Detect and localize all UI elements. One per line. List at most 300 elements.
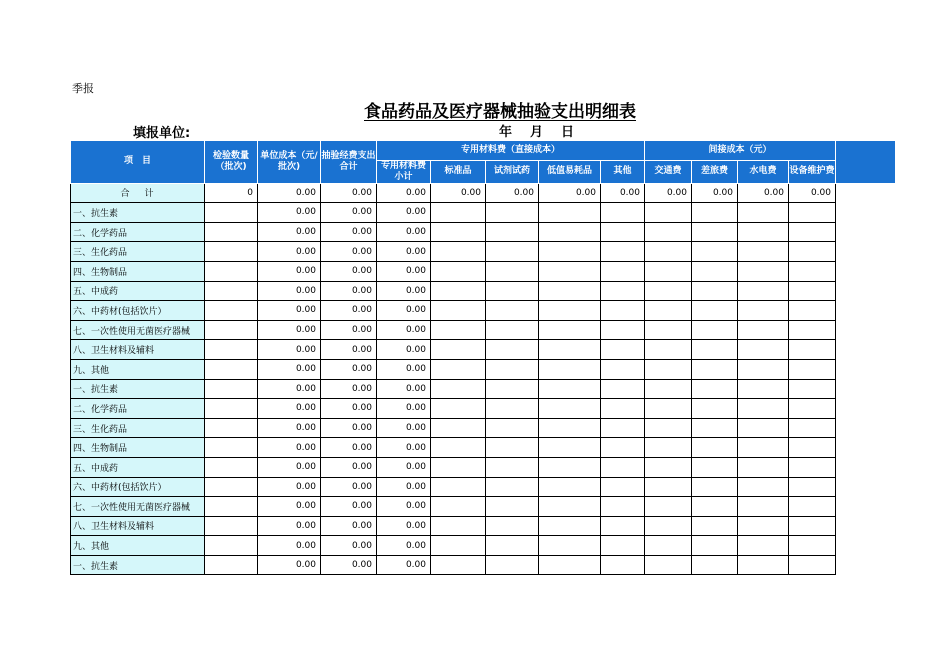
row-reagent-cell[interactable]	[486, 418, 539, 438]
row-transport-cell[interactable]	[645, 457, 692, 477]
table-row	[71, 281, 896, 301]
row-travel-cell[interactable]	[692, 536, 738, 556]
total-unit-cost[interactable]: 0.00	[258, 183, 321, 203]
row-reagent-cell[interactable]	[486, 457, 539, 477]
row-maintenance-cell[interactable]	[789, 399, 836, 419]
row-sampling-total[interactable]: 0.00	[321, 320, 377, 340]
row-qty-cell[interactable]	[205, 261, 258, 281]
row-transport-cell[interactable]	[645, 536, 692, 556]
row-transport-cell[interactable]	[645, 222, 692, 242]
row-unit-cost[interactable]: 0.00	[258, 320, 321, 340]
row-standard-cell[interactable]	[431, 203, 486, 223]
row-category-label[interactable]: 四、生物制品	[71, 261, 205, 281]
row-unit-cost[interactable]: 0.00	[258, 359, 321, 379]
row-maintenance-cell[interactable]	[789, 536, 836, 556]
row-consumables-cell[interactable]	[539, 261, 601, 281]
row-standard-cell[interactable]	[431, 536, 486, 556]
row-qty-cell[interactable]	[205, 399, 258, 419]
total-material-subtotal[interactable]: 0.00	[377, 183, 431, 203]
row-category-label[interactable]: 一、抗生素	[71, 555, 205, 575]
row-reagent-cell[interactable]	[486, 497, 539, 517]
row-other-cell[interactable]	[601, 242, 645, 262]
row-qty-cell[interactable]	[205, 222, 258, 242]
row-category-label[interactable]: 二、化学药品	[71, 222, 205, 242]
row-consumables-cell[interactable]	[539, 399, 601, 419]
row-reagent-cell[interactable]	[486, 536, 539, 556]
row-consumables-cell[interactable]	[539, 438, 601, 458]
row-maintenance-cell[interactable]	[789, 497, 836, 517]
total-maintenance[interactable]: 0.00	[789, 183, 836, 203]
row-standard-cell[interactable]	[431, 379, 486, 399]
row-unit-cost[interactable]: 0.00	[258, 379, 321, 399]
row-category-label[interactable]: 五、中成药	[71, 281, 205, 301]
row-sampling-total[interactable]: 0.00	[321, 359, 377, 379]
row-reagent-cell[interactable]	[486, 477, 539, 497]
row-material-subtotal[interactable]: 0.00	[377, 261, 431, 281]
row-transport-cell[interactable]	[645, 555, 692, 575]
row-travel-cell[interactable]	[692, 418, 738, 438]
row-travel-cell[interactable]	[692, 203, 738, 223]
spacer-cell	[836, 183, 896, 203]
row-utilities-cell[interactable]	[738, 261, 789, 281]
row-transport-cell[interactable]	[645, 477, 692, 497]
row-unit-cost[interactable]: 0.00	[258, 516, 321, 536]
total-travel[interactable]: 0.00	[692, 183, 738, 203]
header-unit-cost: 单位成本（元/批次)	[258, 141, 321, 184]
row-utilities-cell[interactable]	[738, 281, 789, 301]
row-reagent-cell[interactable]	[486, 555, 539, 575]
row-standard-cell[interactable]	[431, 497, 486, 517]
row-maintenance-cell[interactable]	[789, 457, 836, 477]
row-maintenance-cell[interactable]	[789, 320, 836, 340]
row-utilities-cell[interactable]	[738, 477, 789, 497]
row-transport-cell[interactable]	[645, 203, 692, 223]
row-standard-cell[interactable]	[431, 261, 486, 281]
row-qty-cell[interactable]	[205, 242, 258, 262]
row-reagent-cell[interactable]	[486, 281, 539, 301]
total-standard[interactable]: 0.00	[431, 183, 486, 203]
row-category-label[interactable]: 八、卫生材料及辅料	[71, 516, 205, 536]
table-row	[71, 222, 896, 242]
row-utilities-cell[interactable]	[738, 497, 789, 517]
row-unit-cost[interactable]: 0.00	[258, 399, 321, 419]
row-unit-cost[interactable]: 0.00	[258, 497, 321, 517]
row-maintenance-cell[interactable]	[789, 203, 836, 223]
row-consumables-cell[interactable]	[539, 477, 601, 497]
row-maintenance-cell[interactable]	[789, 301, 836, 321]
row-maintenance-cell[interactable]	[789, 516, 836, 536]
row-utilities-cell[interactable]	[738, 457, 789, 477]
row-qty-cell[interactable]	[205, 379, 258, 399]
row-consumables-cell[interactable]	[539, 497, 601, 517]
row-utilities-cell[interactable]	[738, 536, 789, 556]
row-other-cell[interactable]	[601, 320, 645, 340]
row-qty-cell[interactable]	[205, 477, 258, 497]
row-travel-cell[interactable]	[692, 359, 738, 379]
row-standard-cell[interactable]	[431, 438, 486, 458]
row-reagent-cell[interactable]	[486, 222, 539, 242]
row-travel-cell[interactable]	[692, 242, 738, 262]
row-utilities-cell[interactable]	[738, 242, 789, 262]
row-unit-cost[interactable]: 0.00	[258, 203, 321, 223]
row-standard-cell[interactable]	[431, 399, 486, 419]
row-qty-cell[interactable]	[205, 281, 258, 301]
row-material-subtotal[interactable]: 0.00	[377, 242, 431, 262]
row-sampling-total[interactable]: 0.00	[321, 555, 377, 575]
row-material-subtotal[interactable]: 0.00	[377, 438, 431, 458]
row-consumables-cell[interactable]	[539, 301, 601, 321]
row-consumables-cell[interactable]	[539, 536, 601, 556]
row-reagent-cell[interactable]	[486, 399, 539, 419]
row-other-cell[interactable]	[601, 203, 645, 223]
row-standard-cell[interactable]	[431, 340, 486, 360]
header-reagent: 试剂试药	[486, 160, 539, 183]
row-qty-cell[interactable]	[205, 301, 258, 321]
row-travel-cell[interactable]	[692, 457, 738, 477]
row-qty-cell[interactable]	[205, 320, 258, 340]
row-consumables-cell[interactable]	[539, 242, 601, 262]
row-standard-cell[interactable]	[431, 457, 486, 477]
row-reagent-cell[interactable]	[486, 516, 539, 536]
row-category-label[interactable]: 四、生物制品	[71, 438, 205, 458]
row-category-label[interactable]: 五、中成药	[71, 457, 205, 477]
row-transport-cell[interactable]	[645, 497, 692, 517]
table-row	[71, 536, 896, 556]
row-unit-cost[interactable]: 0.00	[258, 242, 321, 262]
row-utilities-cell[interactable]	[738, 555, 789, 575]
year-label: 年	[499, 125, 513, 140]
row-other-cell[interactable]	[601, 301, 645, 321]
row-utilities-cell[interactable]	[738, 379, 789, 399]
row-reagent-cell[interactable]	[486, 242, 539, 262]
header-consumables: 低值易耗品	[539, 160, 601, 183]
row-unit-cost[interactable]: 0.00	[258, 222, 321, 242]
table-row	[71, 261, 896, 281]
row-reagent-cell[interactable]	[486, 320, 539, 340]
row-category-label[interactable]: 七、一次性使用无菌医疗器械	[71, 497, 205, 517]
table-row	[71, 516, 896, 536]
row-consumables-cell[interactable]	[539, 379, 601, 399]
row-reagent-cell[interactable]	[486, 261, 539, 281]
row-sampling-total[interactable]: 0.00	[321, 379, 377, 399]
row-unit-cost[interactable]: 0.00	[258, 301, 321, 321]
row-standard-cell[interactable]	[431, 359, 486, 379]
row-transport-cell[interactable]	[645, 261, 692, 281]
row-sampling-total[interactable]: 0.00	[321, 281, 377, 301]
row-other-cell[interactable]	[601, 438, 645, 458]
row-material-subtotal[interactable]: 0.00	[377, 497, 431, 517]
filling-unit-label: 填报单位:	[133, 126, 191, 141]
row-category-label[interactable]: 七、一次性使用无菌医疗器械	[71, 320, 205, 340]
row-reagent-cell[interactable]	[486, 379, 539, 399]
row-material-subtotal[interactable]: 0.00	[377, 477, 431, 497]
row-material-subtotal[interactable]: 0.00	[377, 536, 431, 556]
table-row	[71, 359, 896, 379]
row-sampling-total[interactable]: 0.00	[321, 340, 377, 360]
row-maintenance-cell[interactable]	[789, 281, 836, 301]
row-material-subtotal[interactable]: 0.00	[377, 399, 431, 419]
row-other-cell[interactable]	[601, 359, 645, 379]
row-category-label[interactable]: 九、其他	[71, 536, 205, 556]
row-sampling-total[interactable]: 0.00	[321, 516, 377, 536]
row-material-subtotal[interactable]: 0.00	[377, 516, 431, 536]
row-standard-cell[interactable]	[431, 242, 486, 262]
header-utilities: 水电费	[738, 160, 789, 183]
row-transport-cell[interactable]	[645, 418, 692, 438]
row-reagent-cell[interactable]	[486, 203, 539, 223]
row-material-subtotal[interactable]: 0.00	[377, 281, 431, 301]
row-maintenance-cell[interactable]	[789, 359, 836, 379]
row-transport-cell[interactable]	[645, 516, 692, 536]
row-other-cell[interactable]	[601, 281, 645, 301]
row-category-label[interactable]: 六、中药材(包括饮片）	[71, 301, 205, 321]
row-travel-cell[interactable]	[692, 379, 738, 399]
row-travel-cell[interactable]	[692, 261, 738, 281]
row-qty-cell[interactable]	[205, 516, 258, 536]
row-sampling-total[interactable]: 0.00	[321, 222, 377, 242]
row-transport-cell[interactable]	[645, 340, 692, 360]
spacer-cell	[836, 399, 896, 419]
header-travel: 差旅费	[692, 160, 738, 183]
row-travel-cell[interactable]	[692, 222, 738, 242]
row-utilities-cell[interactable]	[738, 438, 789, 458]
row-unit-cost[interactable]: 0.00	[258, 261, 321, 281]
row-standard-cell[interactable]	[431, 516, 486, 536]
row-other-cell[interactable]	[601, 261, 645, 281]
expense-detail-table	[70, 140, 896, 575]
row-consumables-cell[interactable]	[539, 340, 601, 360]
row-utilities-cell[interactable]	[738, 340, 789, 360]
row-travel-cell[interactable]	[692, 281, 738, 301]
row-consumables-cell[interactable]	[539, 457, 601, 477]
row-travel-cell[interactable]	[692, 301, 738, 321]
row-reagent-cell[interactable]	[486, 301, 539, 321]
row-sampling-total[interactable]: 0.00	[321, 301, 377, 321]
row-travel-cell[interactable]	[692, 555, 738, 575]
row-sampling-total[interactable]: 0.00	[321, 261, 377, 281]
row-transport-cell[interactable]	[645, 359, 692, 379]
row-category-label[interactable]: 一、抗生素	[71, 379, 205, 399]
row-maintenance-cell[interactable]	[789, 261, 836, 281]
header-standard: 标准品	[431, 160, 486, 183]
row-sampling-total[interactable]: 0.00	[321, 536, 377, 556]
row-material-subtotal[interactable]: 0.00	[377, 340, 431, 360]
row-other-cell[interactable]	[601, 497, 645, 517]
header-extra-cell	[836, 141, 896, 161]
row-transport-cell[interactable]	[645, 320, 692, 340]
header-direct-cost-group: 专用材料费（直接成本）	[377, 141, 645, 161]
row-other-cell[interactable]	[601, 555, 645, 575]
row-unit-cost[interactable]: 0.00	[258, 340, 321, 360]
row-transport-cell[interactable]	[645, 399, 692, 419]
row-other-cell[interactable]	[601, 340, 645, 360]
total-label[interactable]: 合 计	[71, 183, 205, 203]
row-travel-cell[interactable]	[692, 497, 738, 517]
row-maintenance-cell[interactable]	[789, 477, 836, 497]
row-material-subtotal[interactable]: 0.00	[377, 555, 431, 575]
row-travel-cell[interactable]	[692, 340, 738, 360]
header-material-subtotal: 专用材料费小计	[377, 160, 431, 183]
row-qty-cell[interactable]	[205, 203, 258, 223]
row-qty-cell[interactable]	[205, 497, 258, 517]
table-row	[71, 242, 896, 262]
row-category-label[interactable]: 六、中药材(包括饮片）	[71, 477, 205, 497]
row-other-cell[interactable]	[601, 516, 645, 536]
header-transport: 交通费	[645, 160, 692, 183]
total-consumables[interactable]: 0.00	[539, 183, 601, 203]
total-qty[interactable]: 0	[205, 183, 258, 203]
row-sampling-total[interactable]: 0.00	[321, 242, 377, 262]
row-material-subtotal[interactable]: 0.00	[377, 301, 431, 321]
row-unit-cost[interactable]: 0.00	[258, 555, 321, 575]
row-material-subtotal[interactable]: 0.00	[377, 320, 431, 340]
row-qty-cell[interactable]	[205, 359, 258, 379]
row-other-cell[interactable]	[601, 457, 645, 477]
row-material-subtotal[interactable]: 0.00	[377, 359, 431, 379]
row-unit-cost[interactable]: 0.00	[258, 477, 321, 497]
row-travel-cell[interactable]	[692, 320, 738, 340]
table-row	[71, 301, 896, 321]
row-utilities-cell[interactable]	[738, 320, 789, 340]
row-other-cell[interactable]	[601, 477, 645, 497]
row-standard-cell[interactable]	[431, 281, 486, 301]
table-row	[71, 438, 896, 458]
row-travel-cell[interactable]	[692, 477, 738, 497]
row-sampling-total[interactable]: 0.00	[321, 418, 377, 438]
row-consumables-cell[interactable]	[539, 222, 601, 242]
row-category-label[interactable]: 三、生化药品	[71, 418, 205, 438]
total-reagent[interactable]: 0.00	[486, 183, 539, 203]
row-sampling-total[interactable]: 0.00	[321, 203, 377, 223]
row-maintenance-cell[interactable]	[789, 340, 836, 360]
total-other[interactable]: 0.00	[601, 183, 645, 203]
header-inspection-qty: 检验数量（批次)	[205, 141, 258, 184]
row-consumables-cell[interactable]	[539, 555, 601, 575]
row-category-label[interactable]: 三、生化药品	[71, 242, 205, 262]
report-frequency: 季报	[72, 82, 94, 95]
row-material-subtotal[interactable]: 0.00	[377, 418, 431, 438]
row-unit-cost[interactable]: 0.00	[258, 457, 321, 477]
row-unit-cost[interactable]: 0.00	[258, 418, 321, 438]
row-standard-cell[interactable]	[431, 301, 486, 321]
row-utilities-cell[interactable]	[738, 359, 789, 379]
row-unit-cost[interactable]: 0.00	[258, 281, 321, 301]
row-maintenance-cell[interactable]	[789, 555, 836, 575]
row-transport-cell[interactable]	[645, 438, 692, 458]
row-sampling-total[interactable]: 0.00	[321, 497, 377, 517]
row-other-cell[interactable]	[601, 379, 645, 399]
row-travel-cell[interactable]	[692, 399, 738, 419]
row-other-cell[interactable]	[601, 536, 645, 556]
row-standard-cell[interactable]	[431, 222, 486, 242]
row-utilities-cell[interactable]	[738, 418, 789, 438]
row-material-subtotal[interactable]: 0.00	[377, 457, 431, 477]
row-utilities-cell[interactable]	[738, 399, 789, 419]
spacer-cell	[836, 516, 896, 536]
row-other-cell[interactable]	[601, 399, 645, 419]
row-other-cell[interactable]	[601, 418, 645, 438]
row-reagent-cell[interactable]	[486, 438, 539, 458]
row-qty-cell[interactable]	[205, 536, 258, 556]
row-consumables-cell[interactable]	[539, 203, 601, 223]
row-category-label[interactable]: 二、化学药品	[71, 399, 205, 419]
row-material-subtotal[interactable]: 0.00	[377, 222, 431, 242]
row-sampling-total[interactable]: 0.00	[321, 399, 377, 419]
row-consumables-cell[interactable]	[539, 359, 601, 379]
spacer-cell	[836, 418, 896, 438]
report-title: 食品药品及医疗器械抽验支出明细表	[364, 102, 636, 122]
table-row	[71, 203, 896, 223]
row-travel-cell[interactable]	[692, 438, 738, 458]
row-maintenance-cell[interactable]	[789, 242, 836, 262]
row-material-subtotal[interactable]: 0.00	[377, 203, 431, 223]
row-unit-cost[interactable]: 0.00	[258, 536, 321, 556]
row-maintenance-cell[interactable]	[789, 222, 836, 242]
row-utilities-cell[interactable]	[738, 301, 789, 321]
header-indirect-cost-group: 间接成本（元）	[645, 141, 836, 161]
row-sampling-total[interactable]: 0.00	[321, 438, 377, 458]
row-reagent-cell[interactable]	[486, 340, 539, 360]
row-material-subtotal[interactable]: 0.00	[377, 379, 431, 399]
spacer-cell	[836, 203, 896, 223]
row-maintenance-cell[interactable]	[789, 379, 836, 399]
row-other-cell[interactable]	[601, 222, 645, 242]
row-consumables-cell[interactable]	[539, 516, 601, 536]
row-utilities-cell[interactable]	[738, 516, 789, 536]
row-qty-cell[interactable]	[205, 418, 258, 438]
row-qty-cell[interactable]	[205, 340, 258, 360]
row-qty-cell[interactable]	[205, 457, 258, 477]
row-reagent-cell[interactable]	[486, 359, 539, 379]
spacer-cell	[836, 359, 896, 379]
row-category-label[interactable]: 一、抗生素	[71, 203, 205, 223]
row-transport-cell[interactable]	[645, 242, 692, 262]
row-maintenance-cell[interactable]	[789, 438, 836, 458]
row-utilities-cell[interactable]	[738, 222, 789, 242]
spacer-cell	[836, 301, 896, 321]
spacer-cell	[836, 438, 896, 458]
row-qty-cell[interactable]	[205, 555, 258, 575]
row-consumables-cell[interactable]	[539, 418, 601, 438]
total-sampling-total[interactable]: 0.00	[321, 183, 377, 203]
total-transport[interactable]: 0.00	[645, 183, 692, 203]
row-consumables-cell[interactable]	[539, 320, 601, 340]
row-unit-cost[interactable]: 0.00	[258, 438, 321, 458]
row-travel-cell[interactable]	[692, 516, 738, 536]
spacer-cell	[836, 281, 896, 301]
row-category-label[interactable]: 八、卫生材料及辅料	[71, 340, 205, 360]
row-sampling-total[interactable]: 0.00	[321, 477, 377, 497]
spacer-cell	[836, 477, 896, 497]
row-maintenance-cell[interactable]	[789, 418, 836, 438]
row-utilities-cell[interactable]	[738, 203, 789, 223]
row-standard-cell[interactable]	[431, 418, 486, 438]
row-standard-cell[interactable]	[431, 320, 486, 340]
row-qty-cell[interactable]	[205, 438, 258, 458]
table-row	[71, 497, 896, 517]
row-category-label[interactable]: 九、其他	[71, 359, 205, 379]
total-row	[71, 183, 896, 203]
row-standard-cell[interactable]	[431, 555, 486, 575]
row-standard-cell[interactable]	[431, 477, 486, 497]
row-transport-cell[interactable]	[645, 301, 692, 321]
row-transport-cell[interactable]	[645, 281, 692, 301]
row-consumables-cell[interactable]	[539, 281, 601, 301]
spacer-cell	[836, 242, 896, 262]
row-sampling-total[interactable]: 0.00	[321, 457, 377, 477]
row-transport-cell[interactable]	[645, 379, 692, 399]
total-utilities[interactable]: 0.00	[738, 183, 789, 203]
